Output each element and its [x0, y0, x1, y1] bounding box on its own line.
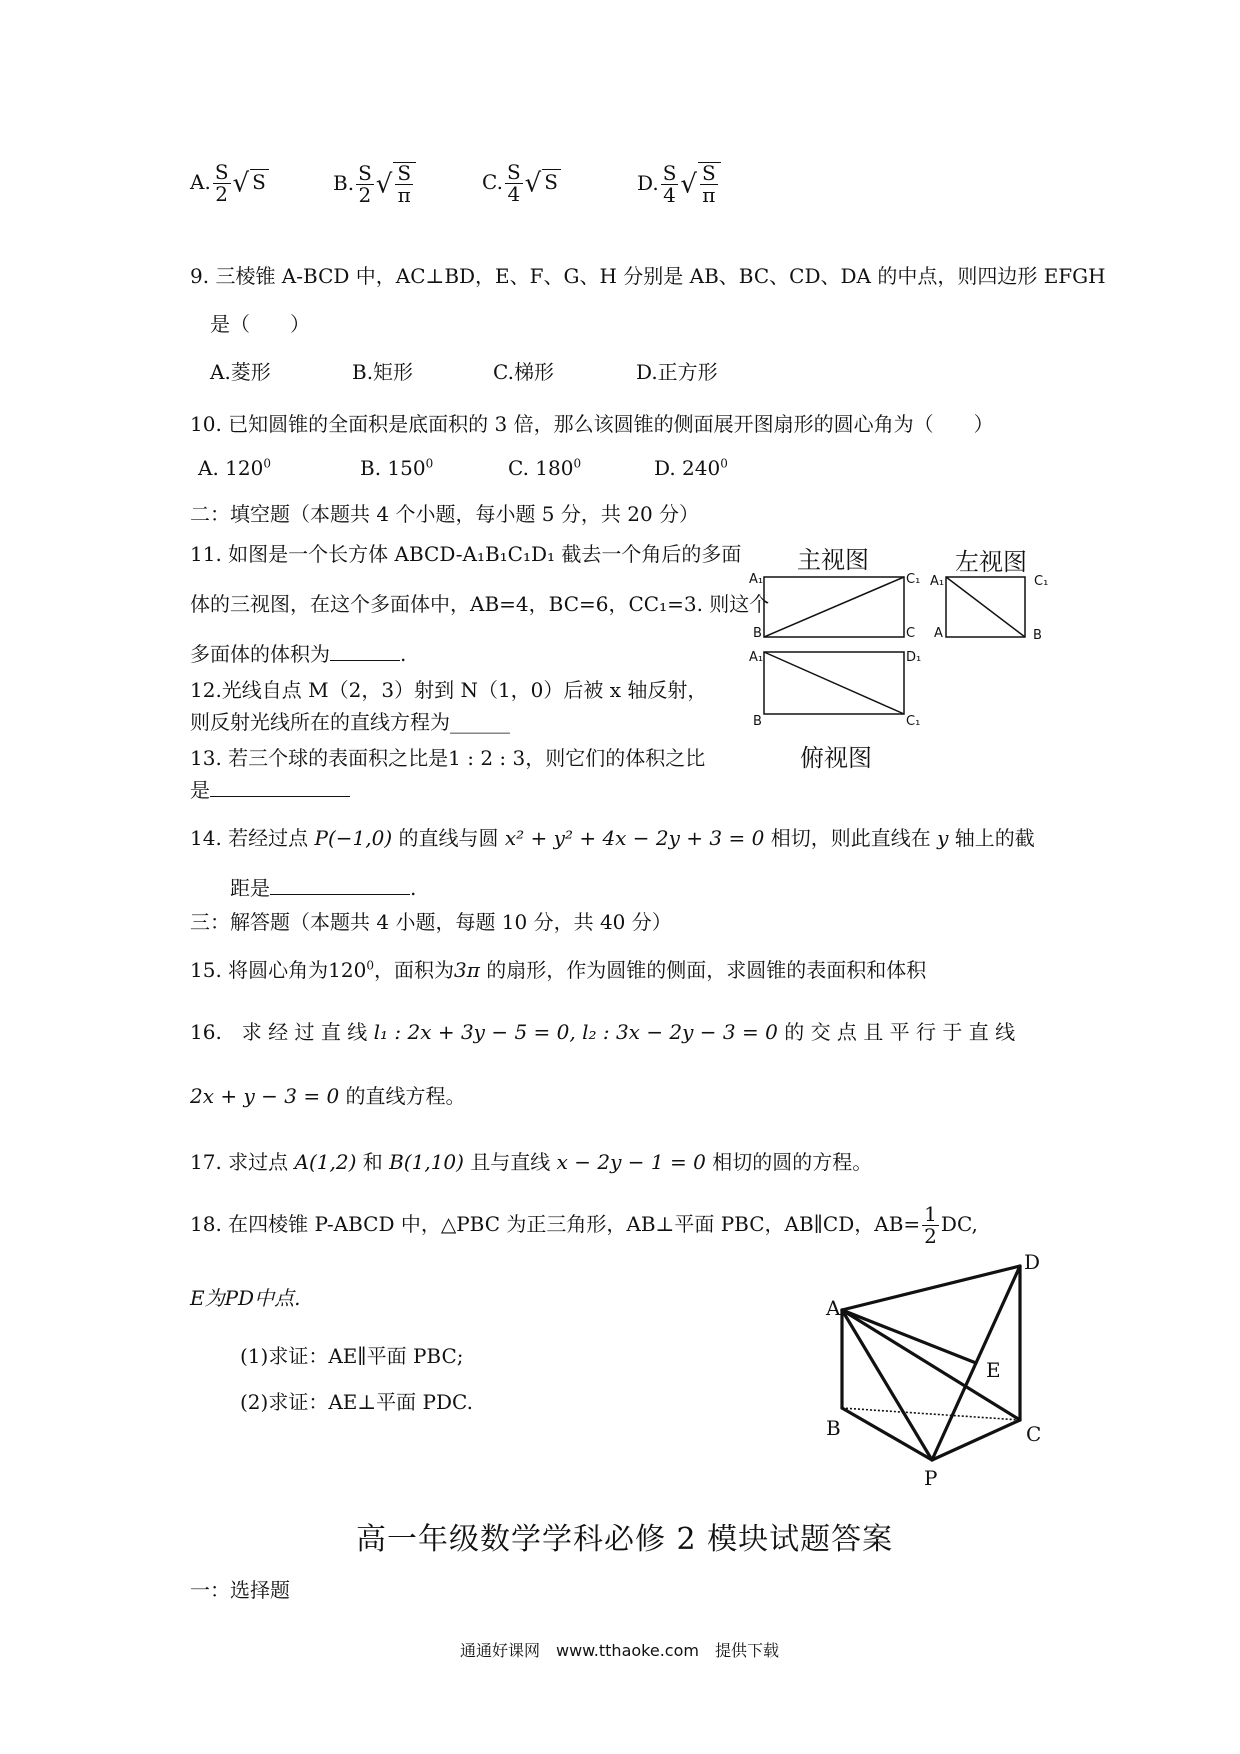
edge-bp — [842, 1408, 932, 1460]
q9-option-d: D.正方形 — [636, 360, 718, 384]
q13-line1 — [190, 742, 705, 771]
q16-line-eq: 2x + y − 3 = 0 — [190, 1084, 340, 1108]
top-label-br: C₁ — [906, 714, 921, 729]
q8-d-fraction — [661, 163, 679, 206]
q14-line2-text: 距是 — [230, 876, 270, 900]
edge-bc-hidden — [842, 1408, 1020, 1420]
q8-b-num: S — [358, 161, 372, 185]
q18-line1-end: DC, — [940, 1212, 978, 1236]
top-label-bl: B — [753, 714, 762, 729]
q13-line2 — [190, 774, 350, 803]
q10-b-text: B. 150 — [360, 456, 426, 480]
q9-option-c: C.梯形 — [493, 360, 554, 384]
sqrt-icon: √ — [232, 168, 250, 199]
q17-point-a: A(1,2) — [294, 1150, 357, 1174]
q16-lines-eq: l₁ : 2x + 3y − 5 = 0, l₂ : 3x − 2y − 3 = 0 — [373, 1020, 778, 1044]
q8-d-rad-den: π — [702, 183, 716, 207]
q10-option-a — [198, 456, 271, 480]
q14-yvar: y — [937, 826, 949, 850]
q16-line1 — [190, 1016, 1015, 1045]
q8-option-b — [333, 162, 416, 206]
q8-b-radicand — [393, 162, 416, 206]
q14-line1 — [190, 822, 1035, 851]
sqrt-icon: √ — [375, 169, 393, 200]
q13-text-a: 13. 若三个球的表面积之比是 — [190, 746, 449, 770]
q8-c-den: 4 — [507, 182, 521, 206]
q8-c-fraction — [505, 162, 523, 205]
q14-point: P(−1,0) — [314, 826, 393, 850]
q8-c-num: S — [506, 160, 521, 184]
edge-ad — [842, 1266, 1020, 1310]
q15-text-b: ，面积为 — [374, 958, 454, 982]
q13-line2-text: 是 — [190, 778, 210, 802]
section-3-heading: 三：解答题（本题共 4 小题，每题 10 分，共 40 分） — [190, 910, 672, 934]
q11-line1: 11. 如图是一个长方体 ABCD-A₁B₁C₁D₁ 截去一个角后的多面 — [190, 542, 742, 566]
answer-title: 高一年级数学学科必修 2 模块试题答案 — [356, 1522, 894, 1557]
pyramid-label-c: C — [1026, 1422, 1042, 1446]
q9-stem-line2: 是（ ） — [210, 312, 310, 336]
q18-line1-text: 18. 在四棱锥 P-ABCD 中，△PBC 为正三角形，AB⊥平面 PBC，AB∥CD，AB= — [190, 1212, 921, 1236]
q8-b-fraction — [356, 163, 374, 206]
q15-text-a: 15. 将圆心角为 — [190, 958, 329, 982]
q8-b-label: B. — [333, 171, 355, 195]
side-label-br: B — [1033, 628, 1042, 643]
front-view — [764, 577, 904, 637]
q17 — [190, 1146, 872, 1175]
q10-a-text: A. 120 — [198, 456, 264, 480]
top-label-tr: D₁ — [906, 650, 922, 665]
pyramid-label-e: E — [986, 1358, 1001, 1382]
front-view-title: 主视图 — [797, 546, 869, 574]
q9-option-a: A.菱形 — [210, 360, 271, 384]
q17-line-eq: x − 2y − 1 = 0 — [556, 1150, 706, 1174]
q17-text-b: 和 — [362, 1150, 383, 1174]
q11-line3-text: 多面体的体积为 — [190, 642, 330, 666]
q15-angle-sup: 0 — [366, 958, 374, 973]
q15 — [190, 954, 926, 983]
q10-option-d — [654, 456, 728, 480]
q17-text-a: 17. 求过点 — [190, 1150, 289, 1174]
q8-b-rad-num: S — [397, 161, 412, 185]
q10-stem: 10. 已知圆锥的全面积是底面积的 3 倍，那么该圆锥的侧面展开图扇形的圆心角为（ ） — [190, 412, 994, 436]
q10-d-text: D. 240 — [654, 456, 721, 480]
q11-answer-blank — [330, 660, 400, 661]
q8-d-num: S — [662, 161, 677, 185]
pyramid-label-p: P — [924, 1466, 938, 1490]
front-label-tr: C₁ — [906, 572, 921, 587]
side-view-title: 左视图 — [955, 548, 1027, 576]
q15-area: 3π — [454, 958, 480, 982]
answer-section-1: 一：选择题 — [190, 1578, 290, 1602]
q8-a-den: 2 — [215, 182, 229, 206]
pyramid-figure — [820, 1250, 1060, 1490]
q18-line1 — [190, 1204, 978, 1247]
side-label-bl: A — [934, 626, 943, 641]
q8-b-den: 2 — [358, 183, 372, 207]
q18-part2: (2)求证：AE⊥平面 PDC. — [240, 1390, 473, 1414]
q14-answer-blank — [270, 894, 410, 895]
q10-option-c — [508, 456, 581, 480]
q15-angle: 120 — [328, 958, 367, 982]
q12-line1: 12.光线自点 M（2，3）射到 N（1，0）后被 x 轴反射， — [190, 678, 708, 702]
q10-option-b — [360, 456, 433, 480]
q14-tail: 相切，则此直线在 — [770, 826, 931, 850]
section-2-heading: 二：填空题（本题共 4 个小题，每小题 5 分，共 20 分） — [190, 502, 700, 526]
edge-ae — [842, 1310, 976, 1363]
q14-mid: 的直线与圆 — [398, 826, 499, 850]
q8-c-radicand: S — [542, 169, 561, 194]
q18-line2: E为PD中点. — [190, 1286, 301, 1310]
page-footer: 通通好课网 www.tthaoke.com 提供下载 — [460, 1641, 779, 1660]
q18-frac-num: 1 — [924, 1202, 937, 1226]
q8-option-a — [190, 162, 269, 205]
q10-d-sup: 0 — [720, 456, 728, 471]
q11-line3-end: . — [400, 642, 407, 666]
q16-text-a: 16. 求 经 过 直 线 — [190, 1020, 368, 1044]
q16-line2 — [190, 1080, 466, 1109]
front-label-tl: A₁ — [749, 572, 764, 587]
q8-b-rad-den: π — [397, 183, 411, 207]
q8-a-radicand: S — [250, 169, 269, 194]
q12-line2: 则反射光线所在的直线方程为______ — [190, 710, 510, 734]
pyramid-label-b: B — [826, 1416, 841, 1440]
q8-d-rad-num: S — [701, 161, 716, 185]
q18-part1: (1)求证：AE∥平面 PBC; — [240, 1344, 464, 1368]
q10-c-sup: 0 — [573, 456, 582, 471]
q8-d-label: D. — [637, 171, 659, 195]
front-label-br: C — [906, 626, 916, 641]
q8-c-label: C. — [482, 170, 503, 194]
q10-b-sup: 0 — [425, 456, 434, 471]
q13-ratio: 1 : 2 : 3 — [448, 746, 526, 770]
q17-text-d: 相切的圆的方程。 — [712, 1150, 873, 1174]
q14-prefix: 14. 若经过点 — [190, 826, 309, 850]
q18-frac-den: 2 — [924, 1224, 937, 1248]
q9-option-b: B.矩形 — [352, 360, 414, 384]
q10-c-text: C. 180 — [508, 456, 574, 480]
q17-text-c: 且与直线 — [470, 1150, 551, 1174]
pyramid-label-d: D — [1024, 1250, 1041, 1274]
sqrt-icon: √ — [524, 168, 542, 199]
top-label-tl: A₁ — [749, 650, 764, 665]
edge-cp — [932, 1420, 1020, 1460]
q17-point-b: B(1,10) — [389, 1150, 464, 1174]
q18-fraction — [922, 1204, 939, 1247]
q8-a-num: S — [214, 160, 229, 184]
q13-answer-blank — [210, 796, 350, 797]
q16-text-b: 的 交 点 且 平 行 于 直 线 — [784, 1020, 1016, 1044]
q8-d-den: 4 — [663, 183, 676, 207]
q14-line2 — [230, 872, 416, 901]
top-view — [764, 652, 904, 714]
side-label-tr: C₁ — [1034, 574, 1049, 589]
q14-line2-end: . — [410, 876, 417, 900]
q11-line2: 体的三视图，在这个多面体中，AB=4，BC=6，CC₁=3. 则这个 — [190, 592, 770, 616]
side-view — [946, 577, 1025, 637]
q10-a-sup: 0 — [263, 456, 271, 471]
q8-option-d — [637, 162, 721, 206]
q8-d-radicand — [698, 162, 721, 206]
front-label-bl: B — [753, 626, 762, 641]
side-label-tl: A₁ — [930, 574, 945, 589]
q11-line3 — [190, 638, 406, 667]
edge-ap — [842, 1310, 932, 1460]
q9-stem-line1: 9. 三棱锥 A-BCD 中，AC⊥BD，E、F、G、H 分别是 AB、BC、CD、DA 的中点，则四边形 EFGH — [190, 264, 1106, 288]
q16-line2-tail: 的直线方程。 — [345, 1084, 466, 1108]
q8-a-fraction — [213, 162, 231, 205]
q8-a-label: A. — [190, 170, 211, 194]
top-view-title: 俯视图 — [800, 744, 872, 772]
q15-text-c: 的扇形，作为圆锥的侧面，求圆锥的表面积和体积 — [486, 958, 927, 982]
q8-option-c — [482, 162, 561, 205]
q14-tail2: 轴上的截 — [954, 826, 1035, 850]
q13-text-b: ，则它们的体积之比 — [525, 746, 706, 770]
sqrt-icon: √ — [680, 169, 697, 200]
pyramid-label-a: A — [826, 1296, 841, 1320]
q14-circle-eq: x² + y² + 4x − 2y + 3 = 0 — [504, 826, 765, 850]
